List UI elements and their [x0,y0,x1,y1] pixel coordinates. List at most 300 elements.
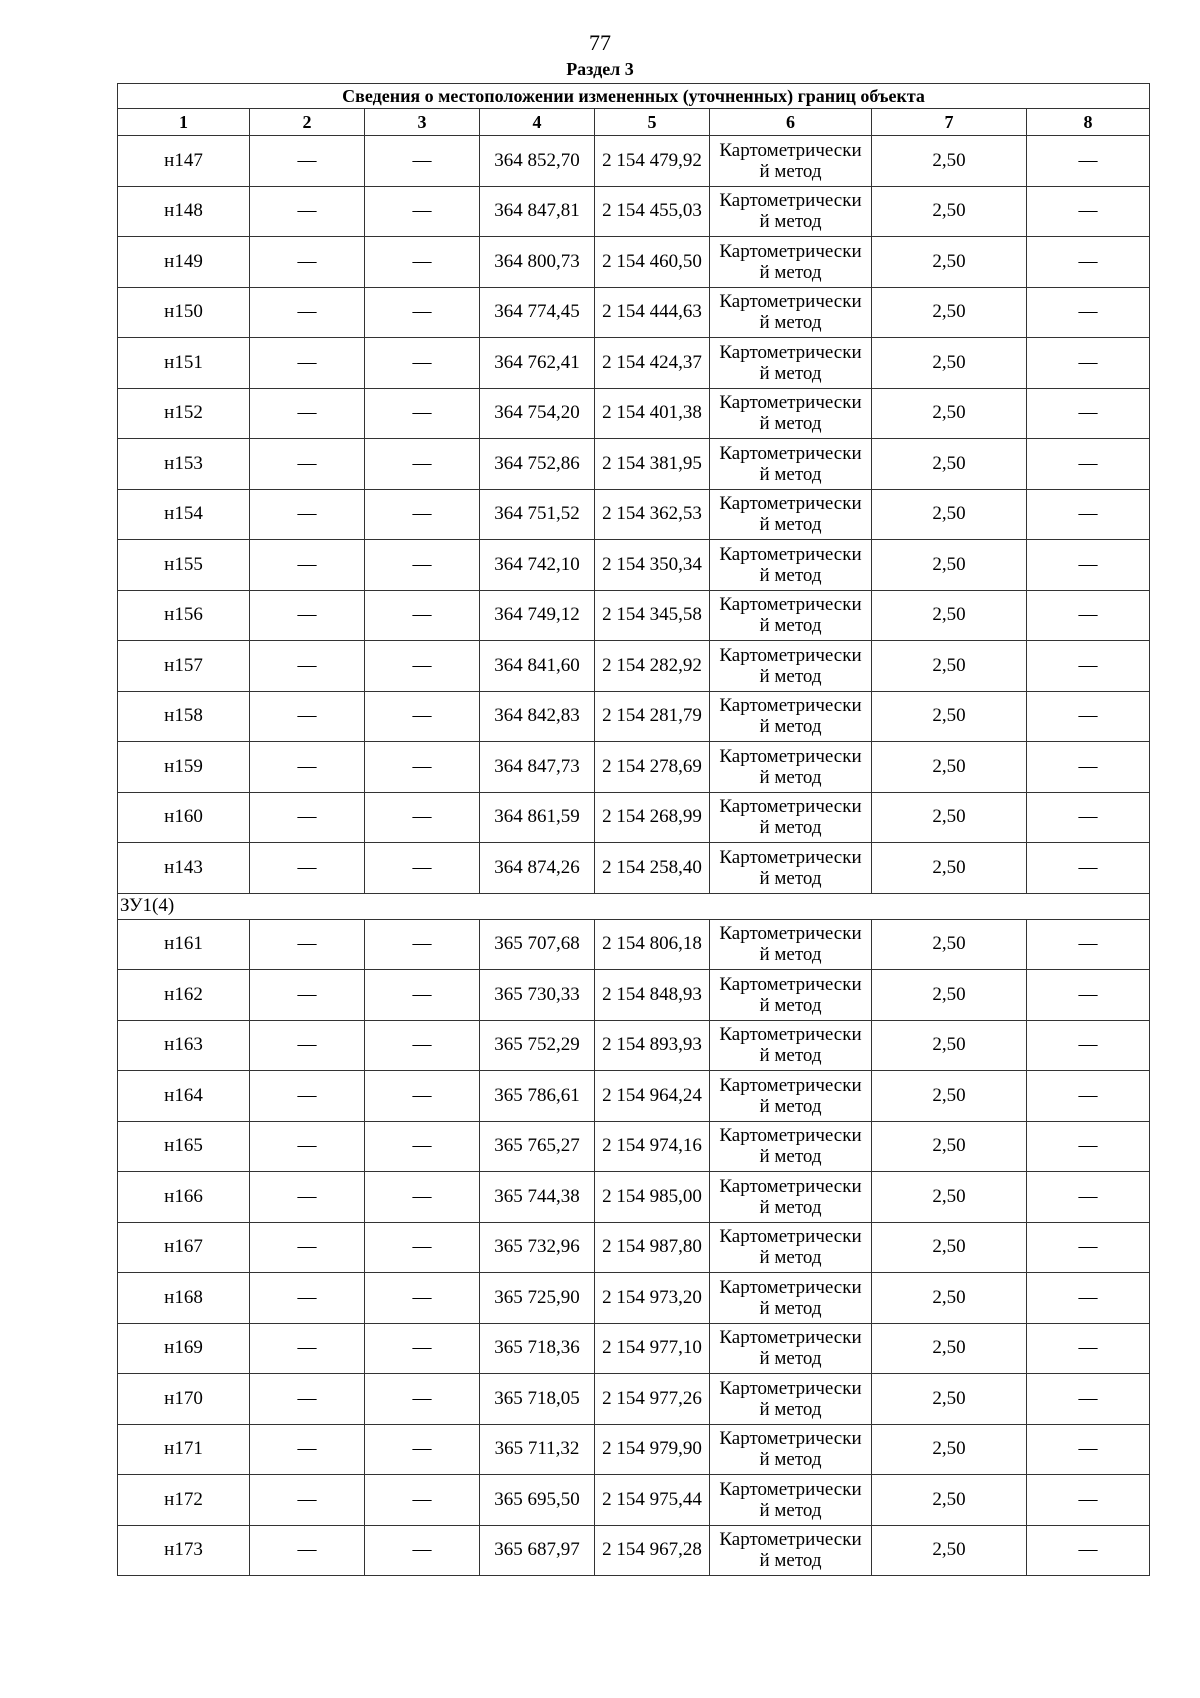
group-label: ЗУ1(4) [118,893,1150,919]
y-coordinate-cell: 2 154 350,34 [595,540,710,591]
x-coordinate-cell: 364 874,26 [480,843,595,894]
method-text-line1: Картометрически [719,1226,862,1248]
dash-cell: — [1027,590,1150,641]
table-row [118,1323,1150,1374]
dash-cell: — [250,1525,365,1576]
method-text-line1: Картометрически [719,1327,862,1349]
table-row [118,1222,1150,1273]
accuracy-cell: 2,50 [872,1323,1027,1374]
method-cell [710,691,872,742]
y-coordinate-cell: 2 154 268,99 [595,792,710,843]
table-row [118,843,1150,894]
accuracy-cell: 2,50 [872,843,1027,894]
x-coordinate-cell: 364 752,86 [480,439,595,490]
method-text-line2: й метод [759,261,822,283]
dash-cell: — [250,439,365,490]
y-coordinate-cell: 2 154 278,69 [595,742,710,793]
method-cell [710,1121,872,1172]
dash-cell: — [250,186,365,237]
method-text-line2: й метод [759,1146,822,1168]
point-id-cell: н162 [118,970,250,1021]
y-coordinate-cell: 2 154 974,16 [595,1121,710,1172]
method-text-line1: Картометрически [719,923,862,945]
y-coordinate-cell: 2 154 460,50 [595,237,710,288]
dash-cell: — [365,1273,480,1324]
column-number: 1 [118,109,250,136]
table-row [118,237,1150,288]
point-id-cell: н159 [118,742,250,793]
method-cell [710,1525,872,1576]
method-cell [710,136,872,187]
dash-cell: — [365,1121,480,1172]
accuracy-cell: 2,50 [872,1172,1027,1223]
x-coordinate-cell: 365 707,68 [480,919,595,970]
point-id-cell: н164 [118,1071,250,1122]
point-id-cell: н150 [118,287,250,338]
dash-cell: — [250,792,365,843]
dash-cell: — [1027,1374,1150,1425]
y-coordinate-cell: 2 154 975,44 [595,1475,710,1526]
point-id-cell: н143 [118,843,250,894]
method-text-line2: й метод [759,312,822,334]
dash-cell: — [365,1323,480,1374]
accuracy-cell: 2,50 [872,186,1027,237]
table-row [118,919,1150,970]
dash-cell: — [250,1071,365,1122]
method-cell [710,1222,872,1273]
method-text-line2: й метод [759,1196,822,1218]
method-cell [710,1020,872,1071]
dash-cell: — [365,338,480,389]
point-id-cell: н172 [118,1475,250,1526]
method-text-line1: Картометрически [719,291,862,313]
y-coordinate-cell: 2 154 964,24 [595,1071,710,1122]
table-row [118,338,1150,389]
method-cell [710,540,872,591]
dash-cell: — [1027,136,1150,187]
x-coordinate-cell: 365 711,32 [480,1424,595,1475]
point-id-cell: н163 [118,1020,250,1071]
method-text-line1: Картометрически [719,1276,862,1298]
table-row [118,186,1150,237]
y-coordinate-cell: 2 154 977,10 [595,1323,710,1374]
accuracy-cell: 2,50 [872,287,1027,338]
method-text-line2: й метод [759,1348,822,1370]
dash-cell: — [365,489,480,540]
table-row [118,691,1150,742]
table-row [118,1525,1150,1576]
accuracy-cell: 2,50 [872,792,1027,843]
method-text-line2: й метод [759,160,822,182]
method-text-line1: Картометрически [719,543,862,565]
group-row [118,893,1150,919]
method-text-line1: Картометрически [719,745,862,767]
x-coordinate-cell: 365 695,50 [480,1475,595,1526]
x-coordinate-cell: 365 752,29 [480,1020,595,1071]
table-row [118,1020,1150,1071]
method-text-line1: Картометрически [719,392,862,414]
column-number: 2 [250,109,365,136]
dash-cell: — [250,287,365,338]
method-text-line1: Картометрически [719,1175,862,1197]
y-coordinate-cell: 2 154 967,28 [595,1525,710,1576]
dash-cell: — [365,1071,480,1122]
table-row [118,1121,1150,1172]
column-number-row [118,109,1150,136]
x-coordinate-cell: 364 852,70 [480,136,595,187]
x-coordinate-cell: 365 725,90 [480,1273,595,1324]
boundary-table [117,83,1150,1576]
dash-cell: — [250,540,365,591]
accuracy-cell: 2,50 [872,338,1027,389]
dash-cell: — [365,1475,480,1526]
method-cell [710,919,872,970]
y-coordinate-cell: 2 154 258,40 [595,843,710,894]
method-cell [710,287,872,338]
accuracy-cell: 2,50 [872,1071,1027,1122]
dash-cell: — [1027,1020,1150,1071]
y-coordinate-cell: 2 154 806,18 [595,919,710,970]
x-coordinate-cell: 364 800,73 [480,237,595,288]
y-coordinate-cell: 2 154 973,20 [595,1273,710,1324]
method-text-line1: Картометрически [719,846,862,868]
point-id-cell: н161 [118,919,250,970]
method-text-line2: й метод [759,413,822,435]
method-text-line2: й метод [759,1449,822,1471]
y-coordinate-cell: 2 154 362,53 [595,489,710,540]
column-number: 3 [365,109,480,136]
dash-cell: — [1027,489,1150,540]
x-coordinate-cell: 365 744,38 [480,1172,595,1223]
method-cell [710,489,872,540]
point-id-cell: н158 [118,691,250,742]
dash-cell: — [250,388,365,439]
x-coordinate-cell: 364 751,52 [480,489,595,540]
accuracy-cell: 2,50 [872,1121,1027,1172]
method-text-line1: Картометрически [719,1125,862,1147]
method-text-line1: Картометрически [719,1529,862,1551]
dash-cell: — [1027,1525,1150,1576]
dash-cell: — [250,1020,365,1071]
dash-cell: — [365,843,480,894]
point-id-cell: н154 [118,489,250,540]
table-row [118,136,1150,187]
method-text-line2: й метод [759,514,822,536]
method-text-line2: й метод [759,564,822,586]
table-caption: Сведения о местоположении измененных (уточненных) границ объекта [118,84,1150,109]
dash-cell: — [365,742,480,793]
method-text-line2: й метод [759,994,822,1016]
dash-cell: — [365,439,480,490]
x-coordinate-cell: 365 730,33 [480,970,595,1021]
x-coordinate-cell: 364 861,59 [480,792,595,843]
method-text-line1: Картометрически [719,1024,862,1046]
dash-cell: — [250,742,365,793]
dash-cell: — [1027,1222,1150,1273]
accuracy-cell: 2,50 [872,742,1027,793]
table-row [118,742,1150,793]
y-coordinate-cell: 2 154 401,38 [595,388,710,439]
dash-cell: — [250,843,365,894]
dash-cell: — [250,590,365,641]
dash-cell: — [250,489,365,540]
method-text-line1: Картометрически [719,594,862,616]
y-coordinate-cell: 2 154 985,00 [595,1172,710,1223]
dash-cell: — [1027,843,1150,894]
dash-cell: — [250,1172,365,1223]
accuracy-cell: 2,50 [872,1374,1027,1425]
dash-cell: — [1027,792,1150,843]
y-coordinate-cell: 2 154 455,03 [595,186,710,237]
method-cell [710,388,872,439]
method-text-line2: й метод [759,211,822,233]
method-cell [710,186,872,237]
point-id-cell: н152 [118,388,250,439]
column-number: 6 [710,109,872,136]
method-text-line2: й метод [759,1550,822,1572]
dash-cell: — [250,1323,365,1374]
dash-cell: — [365,1172,480,1223]
table-row [118,388,1150,439]
method-text-line1: Картометрически [719,796,862,818]
accuracy-cell: 2,50 [872,1424,1027,1475]
page-number: 77 [589,30,611,55]
table-row [118,287,1150,338]
point-id-cell: н151 [118,338,250,389]
dash-cell: — [1027,641,1150,692]
dash-cell: — [365,237,480,288]
method-text-line1: Картометрически [719,240,862,262]
method-cell [710,1424,872,1475]
dash-cell: — [365,186,480,237]
method-text-line2: й метод [759,1247,822,1269]
dash-cell: — [250,1121,365,1172]
dash-cell: — [1027,1424,1150,1475]
method-text-line2: й метод [759,463,822,485]
method-cell [710,237,872,288]
method-text-line2: й метод [759,1398,822,1420]
column-number: 7 [872,109,1027,136]
x-coordinate-cell: 364 762,41 [480,338,595,389]
point-id-cell: н149 [118,237,250,288]
accuracy-cell: 2,50 [872,1020,1027,1071]
accuracy-cell: 2,50 [872,970,1027,1021]
dash-cell: — [1027,237,1150,288]
x-coordinate-cell: 365 732,96 [480,1222,595,1273]
method-cell [710,1374,872,1425]
dash-cell: — [365,1525,480,1576]
accuracy-cell: 2,50 [872,1222,1027,1273]
method-text-line1: Картометрически [719,139,862,161]
point-id-cell: н153 [118,439,250,490]
table-row [118,439,1150,490]
y-coordinate-cell: 2 154 444,63 [595,287,710,338]
dash-cell: — [1027,540,1150,591]
x-coordinate-cell: 364 847,73 [480,742,595,793]
accuracy-cell: 2,50 [872,1475,1027,1526]
dash-cell: — [250,338,365,389]
dash-cell: — [1027,1323,1150,1374]
table-row [118,641,1150,692]
method-cell [710,1172,872,1223]
dash-cell: — [1027,1121,1150,1172]
dash-cell: — [1027,970,1150,1021]
x-coordinate-cell: 365 718,36 [480,1323,595,1374]
method-text-line1: Картометрически [719,1074,862,1096]
table-row [118,1071,1150,1122]
method-text-line2: й метод [759,944,822,966]
method-text-line2: й метод [759,867,822,889]
dash-cell: — [365,1020,480,1071]
point-id-cell: н171 [118,1424,250,1475]
x-coordinate-cell: 364 754,20 [480,388,595,439]
accuracy-cell: 2,50 [872,1273,1027,1324]
method-text-line1: Картометрически [719,1478,862,1500]
accuracy-cell: 2,50 [872,489,1027,540]
dash-cell: — [250,970,365,1021]
dash-cell: — [1027,439,1150,490]
dash-cell: — [250,919,365,970]
accuracy-cell: 2,50 [872,1525,1027,1576]
point-id-cell: н156 [118,590,250,641]
accuracy-cell: 2,50 [872,590,1027,641]
dash-cell: — [250,1374,365,1425]
dash-cell: — [250,1273,365,1324]
point-id-cell: н157 [118,641,250,692]
dash-cell: — [365,590,480,641]
x-coordinate-cell: 364 841,60 [480,641,595,692]
dash-cell: — [250,1424,365,1475]
method-cell [710,641,872,692]
table-row [118,970,1150,1021]
accuracy-cell: 2,50 [872,919,1027,970]
table-row [118,590,1150,641]
y-coordinate-cell: 2 154 893,93 [595,1020,710,1071]
x-coordinate-cell: 364 774,45 [480,287,595,338]
method-text-line2: й метод [759,1095,822,1117]
dash-cell: — [1027,338,1150,389]
dash-cell: — [1027,287,1150,338]
method-cell [710,439,872,490]
dash-cell: — [365,136,480,187]
y-coordinate-cell: 2 154 979,90 [595,1424,710,1475]
method-text-line2: й метод [759,716,822,738]
y-coordinate-cell: 2 154 282,92 [595,641,710,692]
method-text-line1: Картометрически [719,190,862,212]
dash-cell: — [365,1374,480,1425]
point-id-cell: н165 [118,1121,250,1172]
point-id-cell: н173 [118,1525,250,1576]
point-id-cell: н147 [118,136,250,187]
accuracy-cell: 2,50 [872,388,1027,439]
accuracy-cell: 2,50 [872,540,1027,591]
method-cell [710,792,872,843]
method-text-line2: й метод [759,615,822,637]
x-coordinate-cell: 365 765,27 [480,1121,595,1172]
x-coordinate-cell: 364 847,81 [480,186,595,237]
method-text-line2: й метод [759,1297,822,1319]
method-text-line1: Картометрически [719,1377,862,1399]
dash-cell: — [365,641,480,692]
column-number: 4 [480,109,595,136]
method-text-line1: Картометрически [719,973,862,995]
accuracy-cell: 2,50 [872,691,1027,742]
accuracy-cell: 2,50 [872,136,1027,187]
dash-cell: — [365,792,480,843]
dash-cell: — [1027,691,1150,742]
point-id-cell: н160 [118,792,250,843]
point-id-cell: н168 [118,1273,250,1324]
point-id-cell: н167 [118,1222,250,1273]
y-coordinate-cell: 2 154 848,93 [595,970,710,1021]
dash-cell: — [365,691,480,742]
dash-cell: — [1027,1273,1150,1324]
dash-cell: — [365,287,480,338]
method-cell [710,1475,872,1526]
dash-cell: — [1027,388,1150,439]
column-number: 5 [595,109,710,136]
dash-cell: — [365,540,480,591]
y-coordinate-cell: 2 154 424,37 [595,338,710,389]
dash-cell: — [250,237,365,288]
table-row [118,1424,1150,1475]
y-coordinate-cell: 2 154 977,26 [595,1374,710,1425]
method-text-line2: й метод [759,766,822,788]
method-cell [710,338,872,389]
table-row [118,540,1150,591]
method-cell [710,1071,872,1122]
method-cell [710,970,872,1021]
method-cell [710,742,872,793]
x-coordinate-cell: 365 786,61 [480,1071,595,1122]
dash-cell: — [250,691,365,742]
table-row [118,1172,1150,1223]
section-title: Раздел 3 [566,59,634,79]
y-coordinate-cell: 2 154 381,95 [595,439,710,490]
method-text-line1: Картометрически [719,341,862,363]
table-row [118,1374,1150,1425]
method-text-line2: й метод [759,362,822,384]
dash-cell: — [365,970,480,1021]
table-row [118,1273,1150,1324]
method-cell [710,1273,872,1324]
dash-cell: — [250,1475,365,1526]
method-cell [710,843,872,894]
dash-cell: — [365,1222,480,1273]
dash-cell: — [250,136,365,187]
accuracy-cell: 2,50 [872,439,1027,490]
dash-cell: — [1027,1475,1150,1526]
table-row [118,489,1150,540]
method-text-line1: Картометрически [719,493,862,515]
table-row [118,792,1150,843]
point-id-cell: н169 [118,1323,250,1374]
method-text-line2: й метод [759,665,822,687]
method-cell [710,1323,872,1374]
y-coordinate-cell: 2 154 345,58 [595,590,710,641]
dash-cell: — [365,1424,480,1475]
dash-cell: — [365,388,480,439]
method-text-line2: й метод [759,1499,822,1521]
method-cell [710,590,872,641]
dash-cell: — [1027,919,1150,970]
x-coordinate-cell: 365 718,05 [480,1374,595,1425]
dash-cell: — [1027,742,1150,793]
point-id-cell: н148 [118,186,250,237]
x-coordinate-cell: 365 687,97 [480,1525,595,1576]
column-number: 8 [1027,109,1150,136]
method-text-line1: Картометрически [719,1428,862,1450]
